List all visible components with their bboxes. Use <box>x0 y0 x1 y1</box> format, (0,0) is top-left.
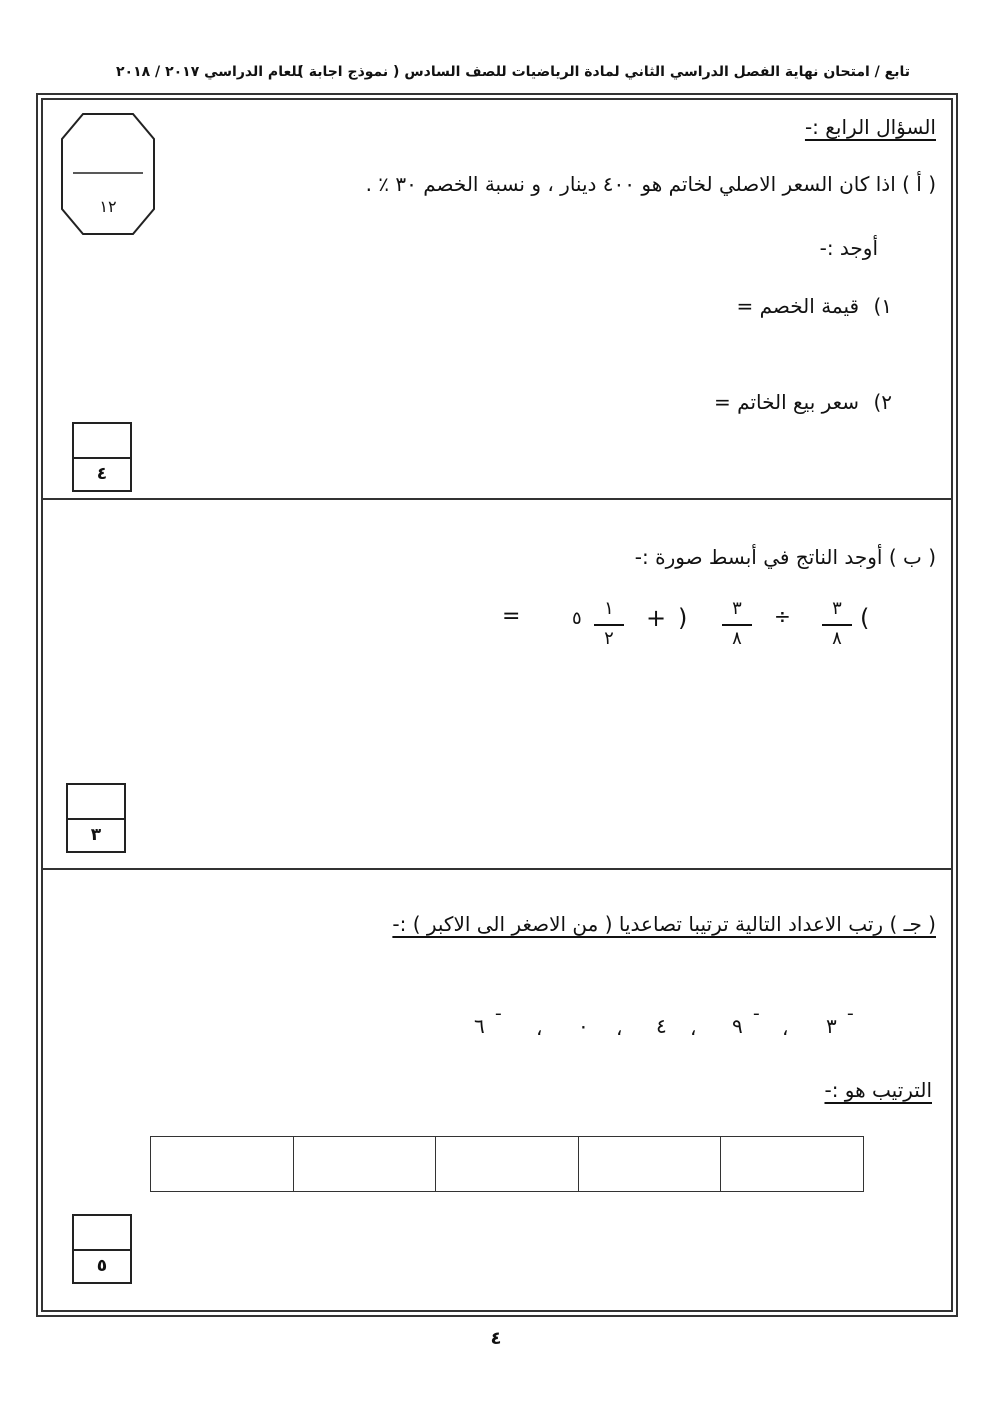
total-mark-box <box>61 113 155 235</box>
total-mark-value: ١٢ <box>99 197 117 216</box>
inner-frame <box>41 98 953 1312</box>
expr-fraction-2 <box>722 598 752 652</box>
negative-sign: ـ <box>754 1000 759 1019</box>
part-a-statement: ( أ ) اذا كان السعر الاصلي لخاتم هو ٤٠٠ دينار ، و نسبة الخصم ٣٠ ٪ . <box>365 172 936 196</box>
expr-plus-sign: + <box>646 604 667 632</box>
expr-fraction-1 <box>822 598 852 652</box>
part-a-item2 <box>714 390 892 414</box>
separator: ، <box>536 1016 543 1040</box>
order-label: الترتيب هو :- <box>824 1078 932 1102</box>
answer-table <box>150 1136 864 1192</box>
exam-title: تابع / امتحان نهاية الفصل الدراسي الثاني لمادة الرياضيات للصف السادس ( نموذج اجابة ) <box>297 64 910 80</box>
academic-year: للعام الدراسي ٢٠١٧ / ٢٠١٨ <box>116 64 303 80</box>
expr-open-paren: ( <box>860 604 870 632</box>
answer-cell[interactable] <box>151 1137 294 1192</box>
answer-cell[interactable] <box>293 1137 436 1192</box>
part-a-item1-number: ١) <box>873 294 892 318</box>
number-item: ٩ <box>732 1014 743 1038</box>
section-divider-b-c <box>41 868 953 870</box>
frac2-numerator: ٣ <box>732 598 742 619</box>
negative-sign: ـ <box>496 1000 501 1019</box>
part-b-mark-box <box>66 783 126 853</box>
frac3-numerator: ١ <box>604 598 614 619</box>
separator: ، <box>782 1016 789 1040</box>
part-a-mark-box <box>72 422 132 492</box>
separator: ، <box>690 1016 697 1040</box>
frac1-denominator: ٨ <box>832 628 842 649</box>
answer-cell[interactable] <box>721 1137 864 1192</box>
frac3-denominator: ٢ <box>604 628 614 649</box>
answer-cell[interactable] <box>436 1137 579 1192</box>
expr-whole-number: ٥ <box>572 608 582 629</box>
question-title: السؤال الرابع :- <box>804 115 936 139</box>
part-b-expression <box>500 598 880 664</box>
expr-equals-sign: = <box>502 604 521 629</box>
part-a-mark-value: ٤ <box>96 464 108 484</box>
frac1-numerator: ٣ <box>832 598 842 619</box>
part-a-item1-text: قيمة الخصم = <box>736 294 860 318</box>
section-divider-a-b <box>41 498 953 500</box>
number-item: ٤ <box>656 1014 667 1038</box>
separator: ، <box>616 1016 623 1040</box>
part-a-item2-number: ٢) <box>873 390 892 414</box>
part-a-find-label: أوجد :- <box>819 236 878 260</box>
page-number: ٤ <box>490 1328 502 1349</box>
answer-cell[interactable] <box>578 1137 721 1192</box>
expr-fraction-3 <box>594 598 624 652</box>
part-c-mark-box <box>72 1214 132 1284</box>
expr-divide-sign: ÷ <box>774 604 791 628</box>
negative-sign: ـ <box>848 1000 853 1019</box>
part-c-mark-value: ٥ <box>96 1256 108 1276</box>
number-item: ٣ <box>826 1014 837 1038</box>
part-c-number-list <box>460 1002 880 1052</box>
expr-close-paren: ) <box>678 604 688 632</box>
frac2-denominator: ٨ <box>732 628 742 649</box>
number-item: ٦ <box>474 1014 485 1038</box>
part-a-item2-text: سعر بيع الخاتم = <box>714 390 860 414</box>
number-item: ٠ <box>578 1014 589 1038</box>
part-b-mark-value: ٣ <box>90 825 102 845</box>
octagon-shape <box>61 113 155 235</box>
part-b-statement: ( ب ) أوجد الناتج في أبسط صورة :- <box>634 545 936 569</box>
part-c-statement: ( جـ ) رتب الاعداد التالية ترتيبا تصاعديا ( من الاصغر الى الاكبر ) :- <box>392 912 936 936</box>
part-a-item1 <box>737 294 893 318</box>
